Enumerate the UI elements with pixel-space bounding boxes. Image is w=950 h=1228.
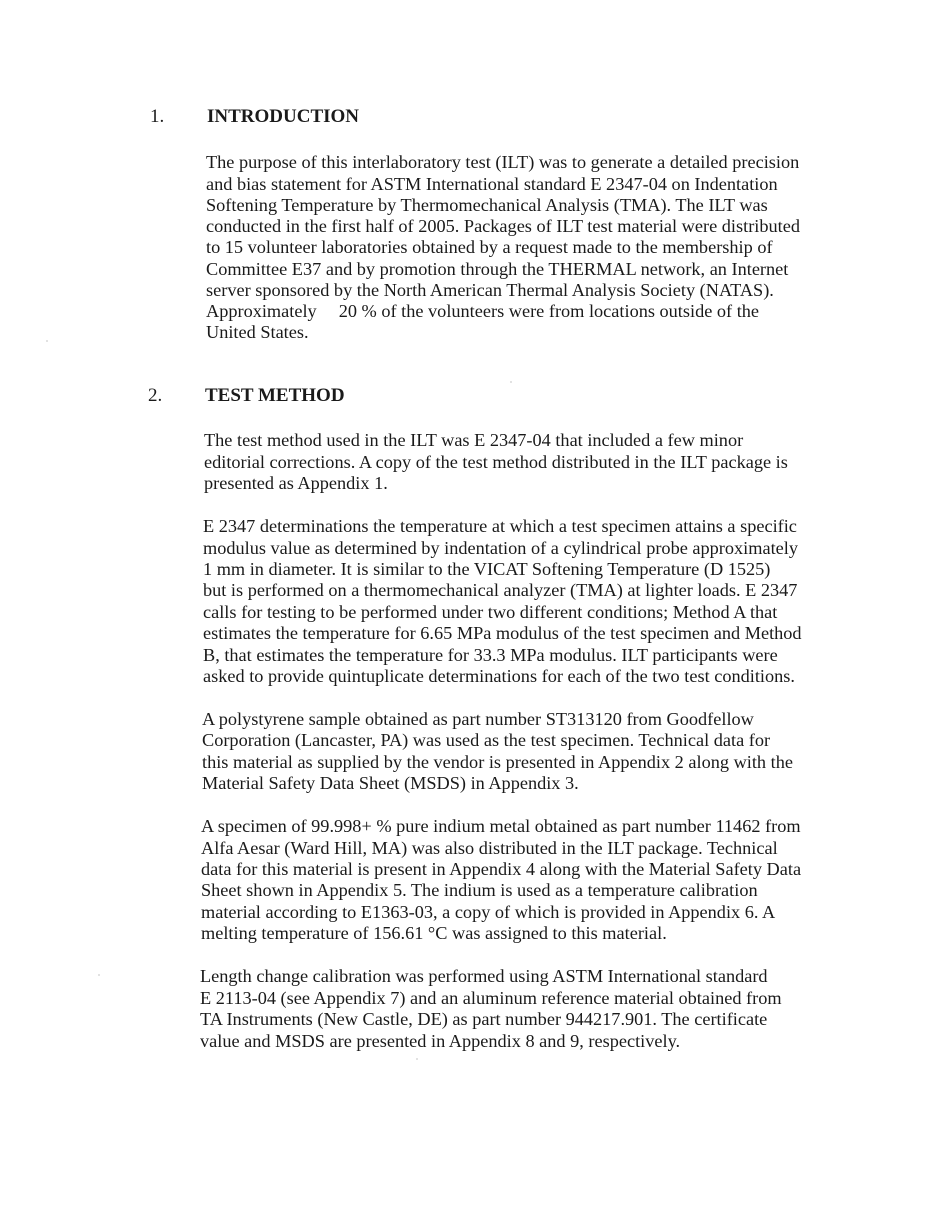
paragraph-line: The purpose of this interlaboratory test (ILT) was to generate a detailed precision bbox=[206, 152, 800, 172]
scan-speck bbox=[46, 340, 48, 342]
scan-speck bbox=[510, 381, 512, 383]
section-title: INTRODUCTION bbox=[207, 106, 360, 127]
paragraph-line: Sheet shown in Appendix 5. The indium is used as a temperature calibration bbox=[201, 880, 758, 900]
paragraph-line: E 2113-04 (see Appendix 7) and an aluminum reference material obtained from bbox=[200, 988, 782, 1008]
paragraph-line: B, that estimates the temperature for 33.3 MPa modulus. ILT participants were bbox=[203, 645, 778, 665]
paragraph-line: A polystyrene sample obtained as part number ST313120 from Goodfellow bbox=[202, 709, 754, 729]
section-title: TEST METHOD bbox=[205, 385, 345, 406]
paragraph-line: Length change calibration was performed using ASTM International standard bbox=[200, 966, 768, 986]
paragraph-line: value and MSDS are presented in Appendix 8 and 9, respectively. bbox=[200, 1031, 681, 1051]
section-number: 1. bbox=[150, 106, 165, 127]
paragraph-line: data for this material is present in Appendix 4 along with the Material Safety Data bbox=[201, 859, 802, 879]
scan-speck bbox=[416, 1058, 418, 1060]
paragraph-line: Material Safety Data Sheet (MSDS) in Appendix 3. bbox=[202, 773, 579, 793]
paragraph-line: presented as Appendix 1. bbox=[204, 473, 388, 493]
paragraph-line: Alfa Aesar (Ward Hill, MA) was also distributed in the ILT package. Technical bbox=[201, 838, 778, 858]
paragraph-line: and bias statement for ASTM International standard E 2347-04 on Indentation bbox=[206, 174, 778, 194]
scan-speck bbox=[98, 974, 100, 976]
paragraph-line: Corporation (Lancaster, PA) was used as the test specimen. Technical data for bbox=[202, 730, 771, 750]
paragraph-line: editorial corrections. A copy of the test method distributed in the ILT package is bbox=[204, 452, 788, 472]
paragraph-line: The test method used in the ILT was E 2347-04 that included a few minor bbox=[204, 430, 744, 450]
paragraph-fragment: 20 % of the volunteers were from locations outside of the bbox=[338, 301, 760, 321]
paragraph-line: modulus value as determined by indentation of a cylindrical probe approximately bbox=[203, 538, 798, 558]
paragraph-line: conducted in the first half of 2005. Packages of ILT test material were distributed bbox=[206, 216, 800, 236]
paragraph-line: asked to provide quintuplicate determinations for each of the two test conditions. bbox=[203, 666, 795, 686]
paragraph-line: this material as supplied by the vendor is presented in Appendix 2 along with the bbox=[202, 752, 793, 772]
paragraph-line: calls for testing to be performed under two different conditions; Method A that bbox=[203, 602, 778, 622]
paragraph-line: but is performed on a thermomechanical analyzer (TMA) at lighter loads. E 2347 bbox=[203, 580, 798, 600]
paragraph-line: estimates the temperature for 6.65 MPa modulus of the test specimen and Method bbox=[203, 623, 802, 643]
paragraph-line: melting temperature of 156.61 °C was assigned to this material. bbox=[201, 923, 667, 943]
paragraph-line: to 15 volunteer laboratories obtained by a request made to the membership of bbox=[206, 237, 773, 257]
paragraph-line: Softening Temperature by Thermomechanical Analysis (TMA). The ILT was bbox=[206, 195, 768, 215]
paragraph-line: TA Instruments (New Castle, DE) as part number 944217.901. The certificate bbox=[200, 1009, 768, 1029]
paragraph-line: server sponsored by the North American Thermal Analysis Society (NATAS). bbox=[206, 280, 774, 300]
section-number: 2. bbox=[148, 385, 163, 406]
paragraph-line: material according to E1363-03, a copy of which is provided in Appendix 6. A bbox=[201, 902, 776, 922]
paragraph-line bbox=[206, 301, 759, 322]
paragraph-line: Committee E37 and by promotion through the THERMAL network, an Internet bbox=[206, 259, 789, 279]
paragraph-line: A specimen of 99.998+ % pure indium metal obtained as part number 11462 from bbox=[201, 816, 801, 836]
paragraph-line: United States. bbox=[206, 322, 309, 342]
paragraph-line: 1 mm in diameter. It is similar to the VICAT Softening Temperature (D 1525) bbox=[203, 559, 771, 579]
paragraph-line: E 2347 determinations the temperature at which a test specimen attains a specific bbox=[203, 516, 797, 536]
paragraph-fragment: Approximately bbox=[206, 301, 317, 321]
